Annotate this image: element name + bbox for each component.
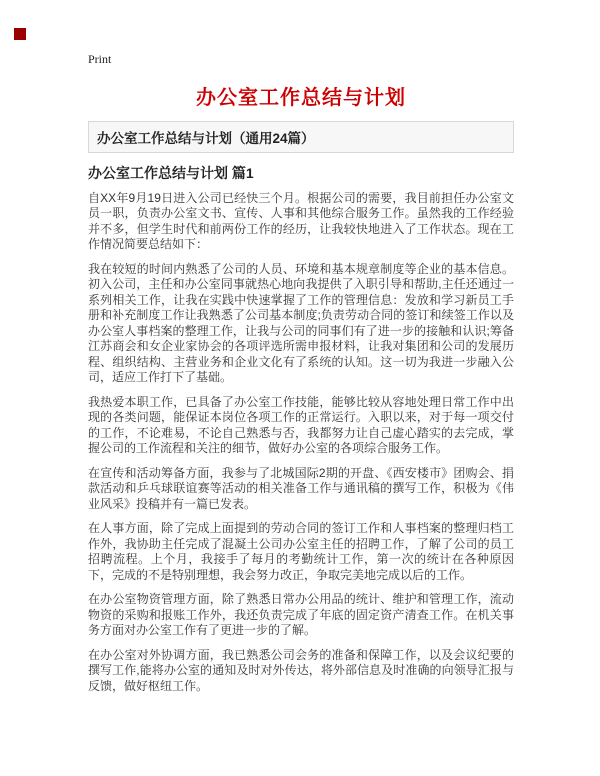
paragraph: 在办公室对外协调方面，我已熟悉公司会务的准备和保障工作，以及会议纪要的撰写工作,能将办公室的通知及时对外传达，将外部信息及时准确的向领导汇报与反馈，做好枢纽工作。	[88, 647, 514, 693]
paragraph: 我在较短的时间内熟悉了公司的人员、环境和基本规章制度等企业的基本信息。初入公司，主任和办公室同事就热心地向我提供了入职引导和帮助,主任还通过一系列相关工作，让我在实践中快速掌握了工作的管理信息：发放和学习新员工手册和补充制度工作让我熟悉了公司基本制度;负责劳动合同的签订和续签工作以及办公室人事档案的整理工作，让我与公司的同事们有了进一步的接触和认识;筹备江苏商会和女企业家协会的各项评选所需申报材料，让我对集团和公司的发展历程、组织结构、主营业务和企业文化有了系统的认知。这一切为我进一步融入公司，适应工作打下了基础。	[88, 261, 514, 385]
paragraph: 在人事方面，除了完成上面提到的劳动合同的签订工作和人事档案的整理归档工作外，我协助主任完成了混凝土公司办公室主任的招聘工作，了解了公司的员工招聘流程。上个月，我接手了每月的考勤统计工作，第一次的统计在各种原因下，完成的不是特别理想，我会努力改正，争取完美地完成以后的工作。	[88, 521, 514, 582]
paragraph: 自XX年9月19日进入公司已经快三个月。根据公司的需要，我目前担任办公室文员一职，负责办公室文书、宣传、人事和其他综合服务工作。虽然我的工作经验并不多，但学生时代和前两份工作的经历，让我较快地进入了工作状态。现在工作情况简要总结如下：	[88, 190, 514, 252]
article-subtitle-bar: 办公室工作总结与计划（通用24篇）	[88, 121, 514, 153]
paragraph: 在办公室物资管理方面，除了熟悉日常办公用品的统计、维护和管理工作，流动物资的采购和报账工作外，我还负责完成了年底的固定资产清查工作。在机关事务方面对办公室工作有了更进一步的了解。	[88, 592, 514, 638]
section-heading: 办公室工作总结与计划 篇1	[88, 165, 254, 181]
print-link[interactable]: Print	[88, 52, 112, 66]
page-title: 办公室工作总结与计划	[196, 87, 406, 109]
paragraph: 我热爱本职工作，已具备了办公室工作技能，能够比较从容地处理日常工作中出现的各类问题，能保证本岗位各项工作的正常运行。入职以来，对于每一项交付的工作，不论难易，不论自己熟悉与否，我都努力让自己虚心踏实的去完成，掌握公司的工作流程和关注的细节，做好办公室的各项综合服务工作。	[88, 394, 514, 456]
red-square-icon	[14, 28, 26, 40]
paragraph: 在宣传和活动筹备方面，我参与了北城国际2期的开盘、《西安楼市》团购会、捐款活动和乒乓球联谊赛等活动的相关准备工作与通讯稿的撰写工作，积极为《伟业风采》投稿并有一篇已发表。	[88, 465, 514, 511]
